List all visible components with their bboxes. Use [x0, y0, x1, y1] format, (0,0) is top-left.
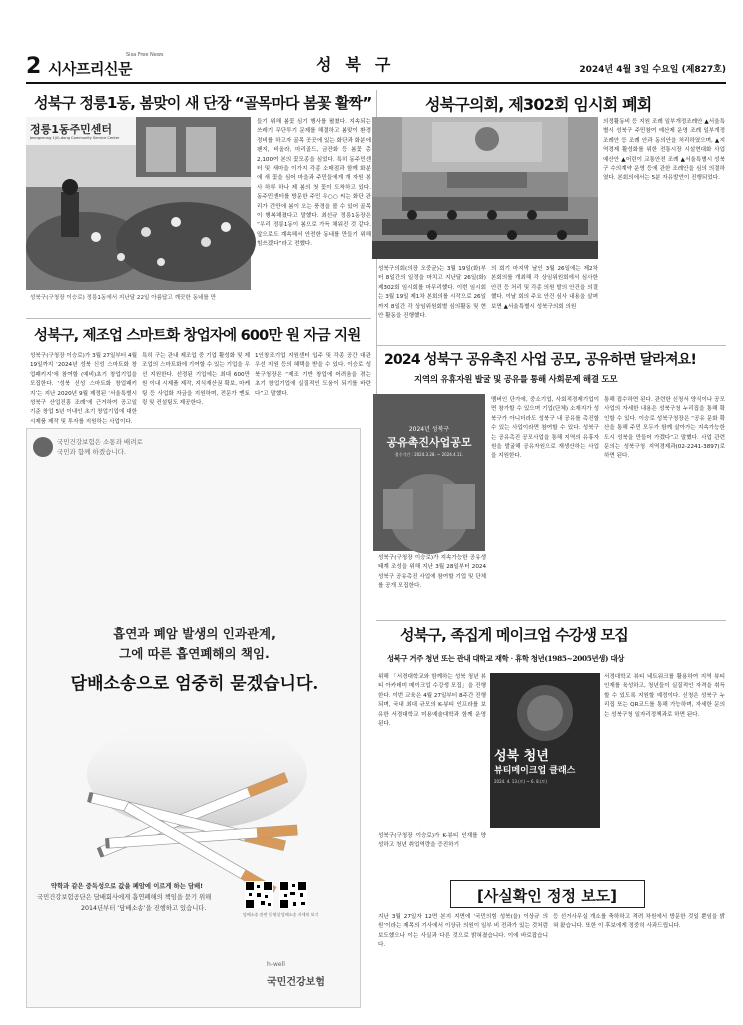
article1-headline: 성북구 정릉1동, 봄맞이 새 단장 “골목마다 봄꽃 활짝”	[34, 94, 372, 112]
ad-foot-line2: 국민건강보험공단은 담배회사에게 흡연폐해의 책임을 묻기 위해	[37, 894, 212, 901]
article4-subhead: 지역의 유휴자원 발굴 및 공유를 통해 사회문제 해결 도모	[414, 375, 618, 385]
article4-poster	[373, 394, 485, 551]
ad-slogan: 담배소송으로 엄중히 묻겠습니다.	[70, 674, 319, 694]
article1-body: 들기 위해 봄꽃 심기 행사를 펼쳤다. 지속되는 쓰레기 무단투기 문제를 해결하고 봄맞이 환경정비를 하고자 골목 곳곳에 있는 화단과 화분에 팬지, 비올라, 마리골드, 금잔화 등 봄꽃 총 2,100여 본의 꽃모종을 심었다. 특히 동주민센터 및 새마을 이가지 각종 소매점과 함께 화분에 새 꽃을 심어 마을과 주민들에게 개 자원 봉사 하루 하나 제 봄의 첫 꽃이 도착하고 있다. 동주민센터를 방문한 주민 우○○ 씨는 화단 관리가 간만에 봄이 오는 풍경을 볼 수 있어 골목이 행복해졌다고 말했다. 최선규 정릉1동장은 “우리 정릉1동이 봄으로 가득 채워진 것 같다. 앞으로도 계속해서 안전한 동네를 만들기 위해 힘쓰겠다”라고 전했다.	[257, 119, 371, 248]
correction-title-box	[450, 880, 645, 908]
ad-headline-1: 흡연과 폐암 발생의 인과관계,	[113, 626, 276, 641]
article1-sign-text: 정릉1동주민센터	[30, 123, 113, 136]
ad-headline-2: 그에 따른 흡연폐해의 책임.	[119, 646, 270, 661]
qr-label-info: 담배소송 자세히 보기	[281, 912, 319, 917]
article1-photo-image	[26, 117, 251, 290]
article2-headline: 성북구의회, 제302회 임시회 폐회	[425, 95, 652, 114]
ad-org-line2: 국민과 함께 하겠습니다.	[57, 448, 126, 456]
ad-foot-line1: 약학과 같은 중독성으로 값을 폐암에 이르게 하는 담배!	[51, 883, 204, 890]
paper-name: 시사프리신문	[48, 60, 132, 78]
section-divider	[376, 620, 726, 621]
article4-headline: 2024 성북구 공유촉진 사업 공모, 공유하면 달라져요!	[384, 352, 697, 368]
article5-body-1: 위해 「서경대학교와 함께하는 성북 청년 뷰티 아카데미 메이크업 수강생 모집」을 진행한다. 이번 교육은 4월 27일부터 8주간 진행되며, 국내 최대 규모의 K-뷰티 인프라를 보유한 서경대학교 미용예술대학과 함께 운영된다.	[378, 674, 486, 728]
ad-org-line1: 국민건강보험은 소통과 배려로	[57, 438, 143, 446]
cigarettes-illustration	[57, 704, 337, 874]
article2-photo-image	[372, 117, 598, 259]
article5-headline: 성북구, 족집게 메이크업 수강생 모집	[400, 626, 628, 644]
article2-photo	[372, 117, 598, 259]
qr-label-video: 담배소송 관련 동영상	[243, 912, 281, 917]
qr-code-video-icon[interactable]	[245, 881, 273, 909]
article5-subhead: 성북구 거주 청년 또는 관내 대학교 재학 · 휴학 청년(1985~2005년생) 대상	[387, 654, 624, 663]
article4-poster-sub: 접수기간 : 2024.3.28. ~ 2024.4.11.	[394, 452, 464, 457]
correction-body-1: 지난 3월 27일자 12면 본지 지면에 ‘국민의힘 성북(을) 이상규 의원’이라는 제목의 기사에서 이상규 의원이 일부 비 전과가 있는 것처럼 보도했으나 이는 사실과 다른 것으로 밝혀졌습니다. 이에 바로잡습니다.	[378, 914, 548, 949]
correction-title: [사실확인 정정 보도]	[476, 887, 618, 905]
ad-brand: 국민건강보험	[267, 977, 325, 988]
section-divider	[376, 345, 726, 346]
ad-brand-small: h-well	[267, 961, 285, 968]
advertisement	[26, 428, 361, 1008]
article5-poster-date: 2024. 4. 13.(토) ~ 6. 8.(토)	[494, 779, 547, 784]
page-number: 2	[26, 54, 42, 79]
qr-code-info-icon[interactable]	[279, 881, 307, 909]
article3-body-3: 1인창조기업 지원센터 입주 및 각종 공간 대관 우선 지원 등의 혜택을 받을 수 있다. 이승로 성북구청장은 “제조 기반 창업에 어려움을 겪는 초기 창업기업에 실질적인 도움이 되기를 바란다”고 말했다.	[255, 353, 371, 397]
article1-photo	[26, 117, 251, 290]
article3-headline: 성북구, 제조업 스마트화 창업자에 600만 원 자금 지원	[34, 328, 361, 344]
article5-caption: 성북구(구청장 이승로)가 K-뷰티 인재를 양성하고 청년 취업역량을 증진하기	[378, 833, 486, 849]
article3-body-1: 성북구(구청장 이승로)가 3월 27일부터 4월 19일까지 ‘2024년 성북 신성 스마트화 창업패키지’에 참여할 (예비)초기 창업기업을 모집한다. ‘성북 신성 스마트화 창업패키지’는 지난 2020년 9월 제정된 ‘서울특별시 성북구 산업진흥 조례’에 근거하여 공고일 기준 창업 5년 이내인 초기 창업기업에 대한 시제품 제작 및 투자를 지원하는 사업이다.	[30, 353, 137, 425]
article1-sign-sub: Jeongneung 1(il)-dong Community Service Center	[30, 136, 120, 140]
article5-body-2: 서경대학교 뷰티 네트워크를 활용하여 지역 뷰티인재를 육성하고, 청년들이 실질적인 자격을 취득할 수 있도록 지원할 예정이다. 신청은 성북구 누리집 또는 QR코드를 통해 가능하며, 자세한 문의는 성북구청 일자리정책과로 하면 된다.	[604, 674, 725, 718]
article5-poster-title-1: 성북 청년	[494, 749, 549, 764]
article4-poster-top: 2024년 성북구	[408, 426, 450, 433]
article5-poster	[490, 673, 600, 828]
article1-caption: 성북구(구청장 이승로) 정릉1동에서 지난달 22일 아름답고 깨끗한 동네를 만	[30, 295, 216, 301]
issue-info: 2024년 4월 3일 수요일 (제827호)	[579, 65, 726, 75]
article4-body-1: 멤버인 단가에, 중소기업, 사회적경제기업이면 참가할 수 있으며 기업(단체) 소재지가 성북구가 아니더라도 성북구 내 공유를 촉진할 수 있는 사업이라면 참여할 수 있다. 성북구는 공유촉진 공모사업을 통해 지역의 유휴자원을 발굴해 공유자원으로 재생산하는 사업을 지원한다.	[491, 397, 599, 460]
article2-body-1: 의정활동비 등 지원 조례 일부개정조례안 ▲서울특별시 성북구 주민참여 예산제 운영 조례 일부개정조례안 등 조례 안과 동의안을 처리하였으며, ▲지역경제 활성화를 위한 전통시장 시설현대화 사업 예산안 ▲어린이 교통안전 조례 ▲서울특별시 성북구 수의계약 운영 등에 관한 조례안을 심의 의결하였다. 본회의에서는 5분 자유발언이 진행되었다.	[603, 119, 725, 182]
paper-name-small: Sisa Free News	[126, 52, 164, 58]
masthead	[26, 50, 726, 84]
article4-body-2: 통해 접수하면 된다. 관련한 신청서 양식이나 공모사업의 자세한 내용은 성북구청 누리집을 통해 확인할 수 있다. 이승로 성북구청장은 “공유 문화 확산을 통해 주민 모두가 함께 살아가는 지속가능한 도시 성북을 만들어 가겠다”고 말했다. 사업 관련 문의는 성북구청 지역경제과(02-2241-3897)로 하면 된다.	[604, 397, 725, 460]
ad-foot-line3: 2014년부터 ‘담배소송’을 진행하고 있습니다.	[81, 905, 207, 912]
article4-caption: 성북구(구청장 이승로)가 지속가능한 공유생태계 조성을 위해 지난 3월 28일부터 2024 성북구 공유촉진 사업에 참여할 기업 및 단체를 공개 모집한다.	[378, 555, 486, 590]
article4-poster-title: 공유촉진사업공모	[386, 436, 472, 449]
section-title: 성북구	[316, 55, 405, 74]
article2-body-2: 의 회기 마지막 날인 3월 26일에는 제2차 본회의를 개최해 각 상임위원회에서 심사한 안건 등 처리 및 각종 의원 발의 안건을 의결했다. 이날 회의 주요 안건 심사 내용을 살펴보면 ▲서울특별시 성북구의회 의원	[491, 266, 598, 310]
section-divider	[26, 318, 371, 319]
ad-logo-icon	[33, 437, 53, 457]
article5-poster-title-2: 뷰티메이크업 클래스	[494, 766, 576, 776]
correction-body-2: 등 선거사무실 개소를 축하하고 격려 차원에서 방문한 것일 뿐임을 밝혀 왔습니다. 또한 이 후보에게 정중히 사과드립니다.	[553, 914, 725, 930]
article2-caption: 성북구의회(의장 오중균)는 3월 19일(화)부터 8일간의 일정을 마치고 지난달 26일(화) 제302회 임시회를 마무리했다. 이번 임시회는 3월 19일 제1차 본회의를 시작으로 26일까지 8일간 각 상임위원회별 심의활동 및 현안 활동을 진행했다.	[378, 266, 486, 320]
article3-body-2: 특히 구는 관내 제조업 중 기업 활성화 및 제조업의 스마트화에 기여할 수 있는 기업을 우선 지원한다. 선정된 기업에는 최대 600만 원 이내 시제품 제작, 지식재산권 확보, 마케팅 등 사업화 자금을 지원하며, 전문가 멘토링 및 컨설팅도 제공한다.	[142, 353, 250, 407]
